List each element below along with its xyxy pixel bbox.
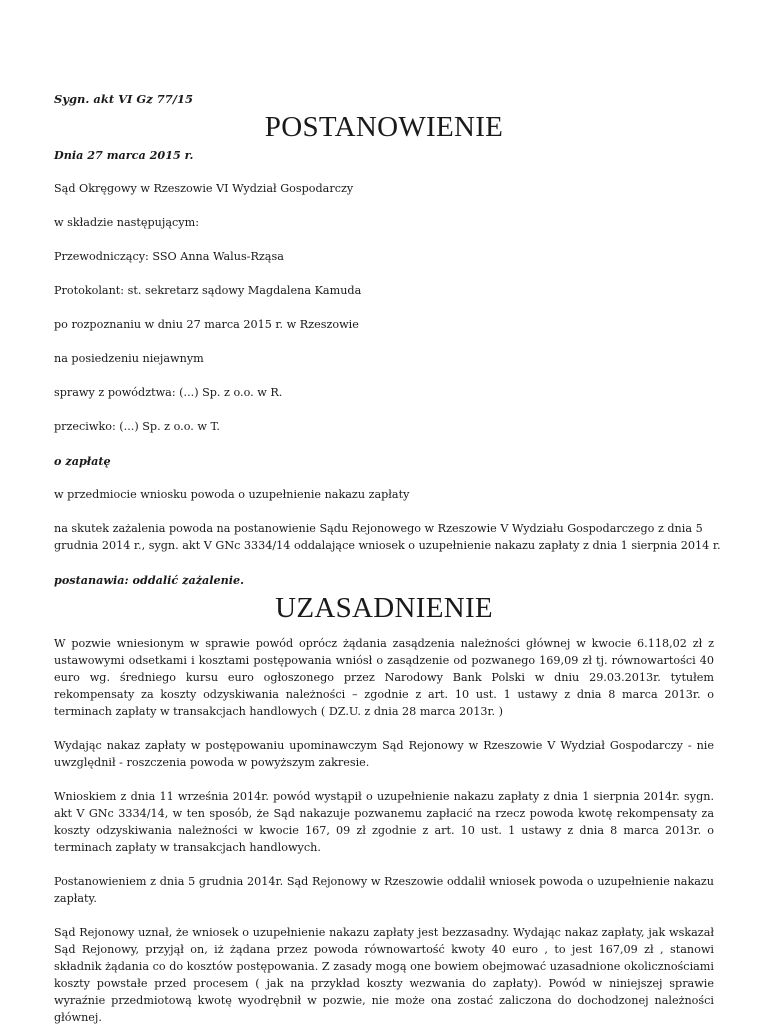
- ruling-text: postanawia: oddalić zażalenie.: [54, 573, 245, 587]
- hearing-info: po rozpoznaniu w dniu 27 marca 2015 r. w Rzeszowie: [54, 318, 359, 331]
- justification-paragraph: Postanowieniem z dnia 5 grudnia 2014r. Sąd Rejonowy w Rzeszowie oddalił wniosek powoda o uzupełnienie nakazu zapłaty.: [54, 875, 714, 905]
- case-subject: o zapłatę: [54, 454, 111, 468]
- justification-paragraph: Sąd Rejonowy uznał, że wniosek o uzupełnienie nakazu zapłaty jest bezzasadny. Wydając nakaz zapłaty, jak wskazał Sąd Rejonowy, przyjął on, iż żądana przez powoda równowartość kwoty 40 euro , to jest 167,09 zł , stanowi składnik żądania co do kosztów postępowania. Z zasady mogą one bowiem obejmować uzasadnione okolicznościami koszty powstałe przed procesem ( jak na przykład koszty wezwania do zapłaty). Powód w niniejszej sprawie wyraźnie przedmiotową kwotę wyodrębnił w pozwie, nie może ona zostać zaliczona do dochodzonej należności głównej.: [54, 926, 714, 1024]
- appeal-line-1: na skutek zażalenia powoda na postanowienie Sądu Rejonowego w Rzeszowie V Wydziału Gospodarczego z dnia 5: [54, 522, 703, 535]
- composition-intro: w składzie następującym:: [54, 216, 199, 229]
- justification-paragraph: Wnioskiem z dnia 11 września 2014r. powód wystąpił o uzupełnienie nakazu zapłaty z dnia 1 sierpnia 2014r. sygn. akt V GNc 3334/14, w ten sposób, że Sąd nakazuje pozwanemu zapłacić na rzecz powoda kwotę rekompensaty za koszty odzyskiwania należności w kwocie 167, 09 zł zgodnie z art. 10 ust. 1 ustawy z dnia 8 marca 2013r. o terminach zapłaty w transakcjach handlowych.: [54, 790, 714, 854]
- court-name: Sąd Okręgowy w Rzeszowie VI Wydział Gospodarczy: [54, 182, 354, 195]
- matter-line: w przedmiocie wniosku powoda o uzupełnienie nakazu zapłaty: [54, 488, 410, 501]
- appeal-line-2: grudnia 2014 r., sygn. akt V GNc 3334/14 oddalające wniosek o uzupełnienie nakazu zapłaty z dnia 1 sierpnia 2014 r.: [54, 539, 721, 552]
- defendant-line: przeciwko: (...) Sp. z o.o. w T.: [54, 420, 220, 433]
- justification-paragraph: Wydając nakaz zapłaty w postępowaniu upominawczym Sąd Rejonowy w Rzeszowie V Wydział Gospodarczy - nie uwzględnił - roszczenia powoda w powyższym zakresie.: [54, 739, 714, 769]
- presiding-judge: Przewodniczący: SSO Anna Walus-Rząsa: [54, 250, 284, 263]
- justification-paragraph: W pozwie wniesionym w sprawie powód oprócz żądania zasądzenia należności głównej w kwocie 6.118,02 zł z ustawowymi odsetkami i kosztami postępowania wniósł o zasądzenie od pozwanego 169,09 zł tj. równowartości 40 euro wg. średniego kursu euro ogłoszonego przez Narodowy Bank Polski w dniu 29.03.2013r. tytułem rekompensaty za koszty odzyskiwania należności – zgodnie z art. 10 ust. 1 ustawy z dnia 8 marca 2013r. o terminach zapłaty w transakcjach handlowych ( DZ.U. z dnia 28 marca 2013r. ): [54, 637, 714, 718]
- plaintiff-line: sprawy z powództwa: (...) Sp. z o.o. w R.: [54, 386, 283, 399]
- session-type: na posiedzeniu niejawnym: [54, 352, 204, 365]
- ruling-date: Dnia 27 marca 2015 r.: [54, 148, 194, 162]
- document-title: POSTANOWIENIE: [264, 111, 504, 143]
- case-signature: Sygn. akt VI Gz 77/15: [54, 92, 193, 106]
- court-clerk: Protokolant: st. sekretarz sądowy Magdalena Kamuda: [54, 284, 362, 297]
- justification-title: UZASADNIENIE: [275, 592, 493, 624]
